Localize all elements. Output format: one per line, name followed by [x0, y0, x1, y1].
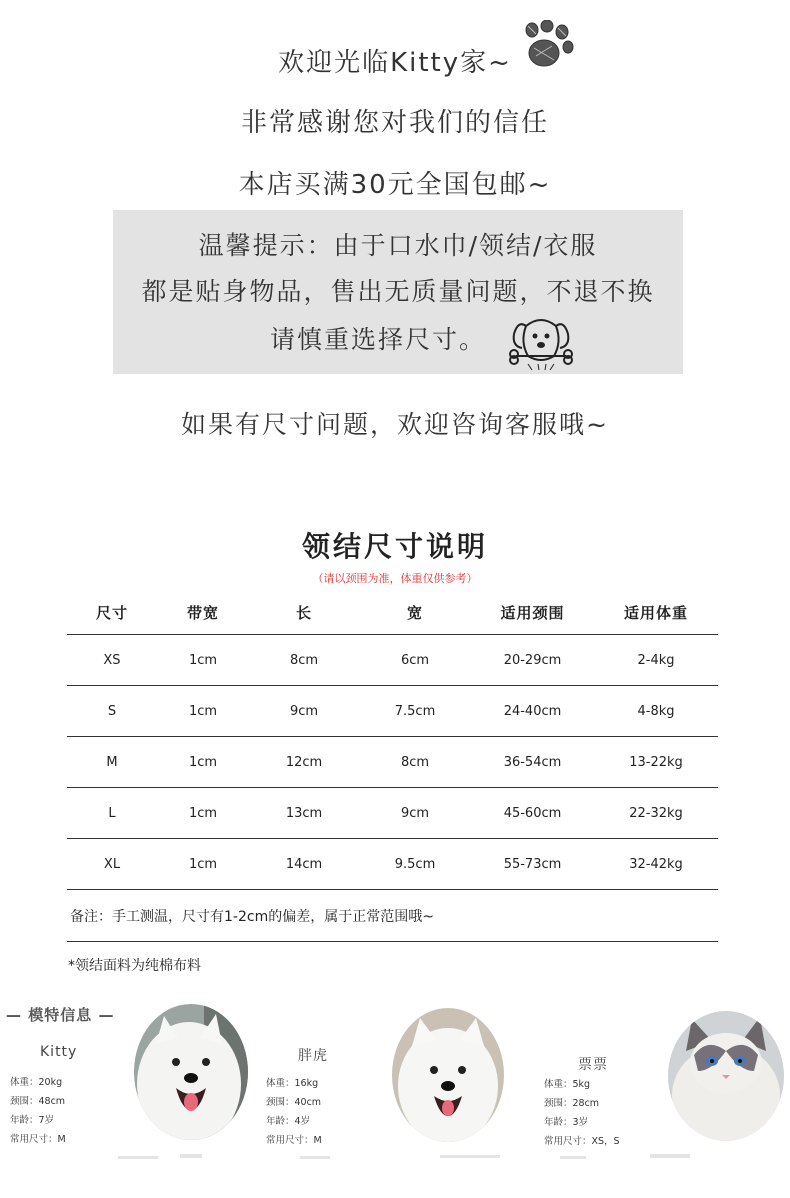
- header-cell: 宽: [406, 603, 423, 622]
- table-cell: S: [107, 703, 117, 719]
- table-cell: 13-22kg: [629, 754, 683, 770]
- model-size: 常用尺寸：M: [266, 1135, 322, 1146]
- model-details: [10, 1073, 66, 1149]
- table-cell: 32-42kg: [629, 856, 683, 872]
- contact-service-line: 如果有尺寸问题，欢迎咨询客服哦~: [181, 410, 609, 439]
- samoyed-photo-illustration: [134, 1004, 248, 1140]
- notice-line-1: 温馨提示：由于口水巾/领结/衣服: [198, 231, 598, 260]
- table-cell: 13cm: [285, 805, 323, 821]
- model-size: 常用尺寸：XS，S: [544, 1136, 620, 1147]
- table-cell: 9cm: [289, 703, 319, 719]
- table-row: [67, 635, 718, 686]
- samoyed-photo-illustration: [392, 1008, 504, 1142]
- table-cell: L: [108, 805, 116, 821]
- measurement-note: 备注：手工测温，尺寸有1-2cm的偏差，属于正常范围哦~: [67, 890, 718, 942]
- table-row: [67, 788, 718, 839]
- table-cell: 14cm: [285, 856, 323, 872]
- table-cell: 8cm: [400, 754, 430, 770]
- header-cell: 适用体重: [623, 603, 688, 622]
- table-cell: 20-29cm: [503, 652, 562, 668]
- table-cell: XL: [103, 856, 121, 872]
- header-cell: 尺寸: [95, 603, 128, 622]
- table-cell: 9.5cm: [394, 856, 436, 872]
- table-cell: 36-54cm: [503, 754, 562, 770]
- table-cell: 45-60cm: [503, 805, 562, 821]
- model-weight: 体重：16kg: [266, 1078, 319, 1089]
- table-cell: 22-32kg: [629, 805, 683, 821]
- model-name: 票票: [578, 1057, 608, 1073]
- table-cell: 1cm: [188, 754, 218, 770]
- welcome-line-2: 非常感谢您对我们的信任: [240, 108, 549, 138]
- ragdoll-cat-photo-illustration: [668, 1011, 784, 1141]
- model-age: 年龄：3岁: [544, 1117, 589, 1128]
- table-row: [67, 686, 718, 737]
- table-cell: 7.5cm: [394, 703, 436, 719]
- notice-line-3: 请慎重选择尺寸。: [269, 325, 486, 354]
- table-cell: M: [106, 754, 118, 770]
- table-cell: 2-4kg: [637, 652, 675, 668]
- table-cell: 1cm: [188, 856, 218, 872]
- free-shipping-line: 本店买满30元全国包邮~: [238, 170, 552, 200]
- model-weight: 体重：20kg: [10, 1077, 63, 1088]
- model-age: 年龄：4岁: [266, 1116, 311, 1127]
- table-cell: 1cm: [188, 805, 218, 821]
- table-row: [67, 839, 718, 890]
- table-cell: 4-8kg: [637, 703, 675, 719]
- model-weight: 体重：5kg: [544, 1079, 591, 1090]
- model-age: 年龄：7岁: [10, 1115, 55, 1126]
- model-neck: 颈围：48cm: [10, 1096, 66, 1107]
- size-table: [67, 590, 718, 942]
- size-guide-subtitle: （请以颈围为准，体重仅供参考）: [312, 572, 478, 585]
- model-photo-piaopiao: [668, 1011, 784, 1141]
- notice-box: [113, 210, 683, 374]
- fabric-note: *领结面料为纯棉布料: [68, 958, 201, 974]
- table-cell: 8cm: [289, 652, 319, 668]
- model-neck: 颈围：28cm: [544, 1098, 600, 1109]
- model-name: 胖虎: [298, 1048, 328, 1064]
- model-name: Kitty: [40, 1044, 78, 1060]
- table-cell: XS: [103, 652, 121, 668]
- notice-line-2: 都是贴身物品，售出无质量问题，不退不换: [141, 277, 655, 306]
- model-neck: 颈围：40cm: [266, 1097, 322, 1108]
- header-cell: 长: [295, 603, 312, 622]
- dog-with-bone-icon: [508, 312, 574, 372]
- model-photo-kitty: [134, 1004, 248, 1140]
- table-cell: 6cm: [400, 652, 430, 668]
- table-header: [67, 590, 718, 635]
- table-cell: 12cm: [285, 754, 323, 770]
- table-cell: 24-40cm: [503, 703, 562, 719]
- paw-print-icon: [518, 20, 576, 72]
- table-cell: 55-73cm: [503, 856, 562, 872]
- table-cell: 9cm: [400, 805, 430, 821]
- welcome-line-1: 欢迎光临Kitty家~: [278, 48, 512, 78]
- divider-smudge: [0, 1150, 790, 1164]
- header-cell: 适用颈围: [500, 603, 565, 622]
- model-details: [266, 1074, 322, 1150]
- header-cell: 带宽: [186, 603, 219, 622]
- model-info-heading: — 模特信息 —: [6, 1006, 115, 1024]
- model-details: [544, 1075, 620, 1151]
- model-photo-panghu: [392, 1008, 504, 1142]
- model-size: 常用尺寸：M: [10, 1134, 66, 1145]
- table-cell: 1cm: [188, 703, 218, 719]
- table-cell: 1cm: [188, 652, 218, 668]
- table-row: [67, 737, 718, 788]
- size-guide-title: 领结尺寸说明: [301, 530, 488, 563]
